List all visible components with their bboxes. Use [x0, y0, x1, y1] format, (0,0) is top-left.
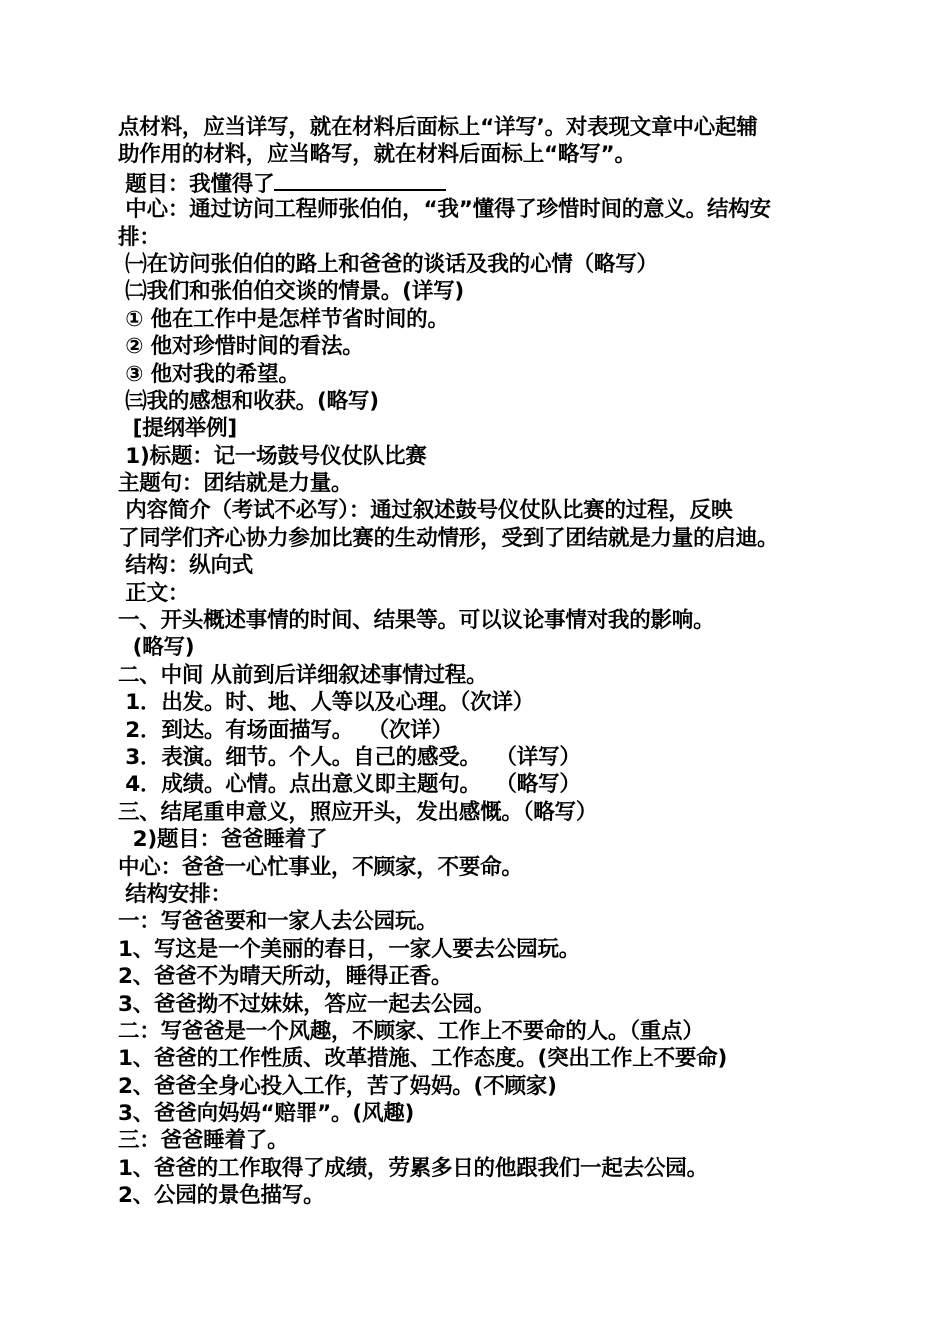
outline-item: 三：爸爸睡着了。 — [118, 1128, 289, 1154]
outline-item: 二、中间 从前到后详细叙述事情过程。 — [118, 662, 488, 688]
outline-item: ㈠在访问张伯伯的路上和爸爸的谈话及我的心情（略写） — [118, 251, 658, 277]
outline-item: 三、结尾重申意义，照应开头，发出感慨。（略写） — [118, 799, 598, 825]
text-line: 排： — [118, 224, 161, 250]
outline-subitem: ③ 他对我的希望。 — [118, 361, 300, 387]
text-line: 正文： — [118, 580, 190, 606]
outline-item: 一：写爸爸要和一家人去公园玩。 — [118, 909, 438, 935]
outline-subitem: 2．到达。有场面描写。 （次详） — [118, 717, 453, 743]
text-line: 结构：纵向式 — [118, 553, 254, 579]
section-heading: [提纲举例] — [118, 416, 238, 442]
text-line: 了同学们齐心协力参加比赛的生动情形，受到了团结就是力量的启迪。 — [118, 525, 779, 551]
outline-subitem: 2、公园的景色描写。 — [118, 1183, 325, 1209]
outline-subitem: 3、爸爸向妈妈“赔罪”。(风趣) — [118, 1101, 415, 1127]
outline-subitem: 1、写这是一个美丽的春日，一家人要去公园玩。 — [118, 936, 581, 962]
outline-subitem: ① 他在工作中是怎样节省时间的。 — [118, 306, 449, 332]
example-title: 2)题目：爸爸睡着了 — [118, 827, 328, 853]
outline-subitem: ② 他对珍惜时间的看法。 — [118, 334, 364, 360]
text-line: 内容简介（考试不必写）：通过叙述鼓号仪仗队比赛的过程，反映 — [118, 498, 733, 524]
text-line: 助作用的材料，应当略写，就在材料后面标上“略写”。 — [118, 142, 636, 168]
title-line — [118, 169, 838, 196]
outline-subitem: 4．成绩。心情。点出意义即主题句。 （略写） — [118, 772, 581, 798]
outline-item: 一、开头概述事情的时间、结果等。可以议论事情对我的影响。 — [118, 608, 715, 634]
text-line: 主题句：团结就是力量。 — [118, 471, 353, 497]
outline-subitem: 1、爸爸的工作取得了成绩，劳累多日的他跟我们一起去公园。 — [118, 1155, 708, 1181]
text-line: 中心：通过访问工程师张伯伯，“我”懂得了珍惜时间的意义。结构安 — [118, 197, 771, 223]
outline-subitem: 3．表演。细节。个人。自己的感受。 （详写） — [118, 744, 581, 770]
outline-item: (略写) — [118, 635, 195, 661]
text-line: 点材料，应当详写，就在材料后面标上“详写’。对表现文章中心起辅 — [118, 115, 758, 140]
outline-item: ㈢我的感想和收获。(略写) — [118, 388, 379, 414]
outline-subitem: 2、爸爸不为晴天所动，睡得正香。 — [118, 964, 453, 990]
outline-subitem: 1、爸爸的工作性质、改革措施、工作态度。(突出工作上不要命) — [118, 1046, 728, 1072]
title-label: 题目：我懂得了 — [118, 171, 275, 197]
text-line: 结构安排： — [118, 881, 232, 907]
text-line: 中心：爸爸一心忙事业，不顾家，不要命。 — [118, 854, 523, 880]
outline-item: 二：写爸爸是一个风趣，不顾家、工作上不要命的人。（重点） — [118, 1018, 704, 1044]
outline-subitem: 3、爸爸拗不过妹妹，答应一起去公园。 — [118, 991, 495, 1017]
title-blank-underline — [274, 169, 446, 191]
example-title: 1)标题：记一场鼓号仪仗队比赛 — [118, 443, 427, 469]
outline-item: ㈡我们和张伯伯交谈的情景。(详写) — [118, 279, 465, 305]
document-body — [118, 114, 838, 1210]
outline-subitem: 1．出发。时、地、人等以及心理。（次详） — [118, 690, 534, 716]
outline-subitem: 2、爸爸全身心投入工作，苦了妈妈。(不顾家) — [118, 1073, 557, 1099]
